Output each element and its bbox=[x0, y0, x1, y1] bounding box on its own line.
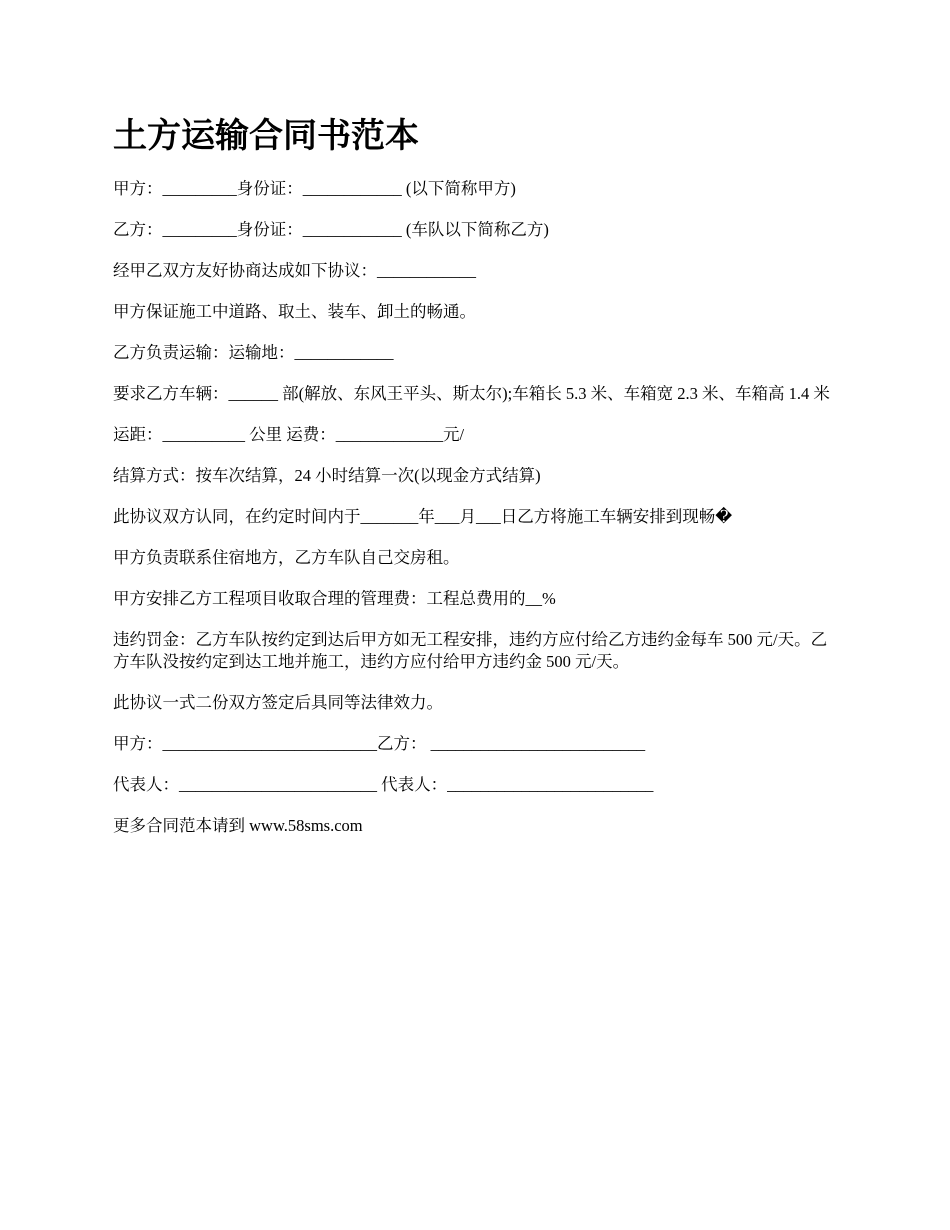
clause-transport-location: 乙方负责运输：运输地：____________ bbox=[113, 343, 394, 362]
document-title: 土方运输合同书范本 bbox=[113, 116, 419, 156]
document-page bbox=[113, 108, 835, 856]
clause-management-fee: 甲方安排乙方工程项目收取合理的管理费：工程总费用的__% bbox=[113, 589, 556, 608]
clause-vehicle-requirements: 要求乙方车辆：______ 部(解放、东风王平头、斯太尔);车箱长 5.3 米、车箱宽 2.3 米、车箱高 1.4 米 bbox=[113, 384, 830, 403]
party-b-line: 乙方：_________身份证：____________ (车队以下简称乙方) bbox=[113, 220, 549, 239]
footer-link-text: 更多合同范本请到 www.58sms.com bbox=[113, 816, 363, 835]
clause-schedule: 此协议双方认同，在约定时间内于_______年___月___日乙方将施工车辆安排到现畅� bbox=[113, 507, 733, 526]
agreement-intro: 经甲乙双方友好协商达成如下协议：____________ bbox=[113, 261, 476, 280]
clause-copies: 此协议一式二份双方签定后具同等法律效力。 bbox=[113, 693, 443, 712]
clause-penalty: 违约罚金：乙方车队按约定到达后甲方如无工程安排，违约方应付给乙方违约金每车 500 元/天。乙方车队没按约定到达工地并施工，违约方应付给甲方违约金 500 元/天。 bbox=[113, 630, 828, 671]
clause-distance-fee: 运距：__________ 公里 运费：_____________元/ bbox=[113, 425, 465, 444]
clause-road-access: 甲方保证施工中道路、取土、装车、卸土的畅通。 bbox=[113, 302, 476, 321]
clause-accommodation: 甲方负责联系住宿地方，乙方车队自己交房租。 bbox=[113, 548, 460, 567]
signature-parties: 甲方：__________________________乙方： __________________________ bbox=[113, 734, 646, 753]
clause-settlement: 结算方式：按车次结算，24 小时结算一次(以现金方式结算) bbox=[113, 466, 541, 485]
signature-representatives: 代表人：________________________ 代表人：_________________________ bbox=[113, 775, 654, 794]
party-a-line: 甲方：_________身份证：____________ (以下简称甲方) bbox=[113, 179, 516, 198]
